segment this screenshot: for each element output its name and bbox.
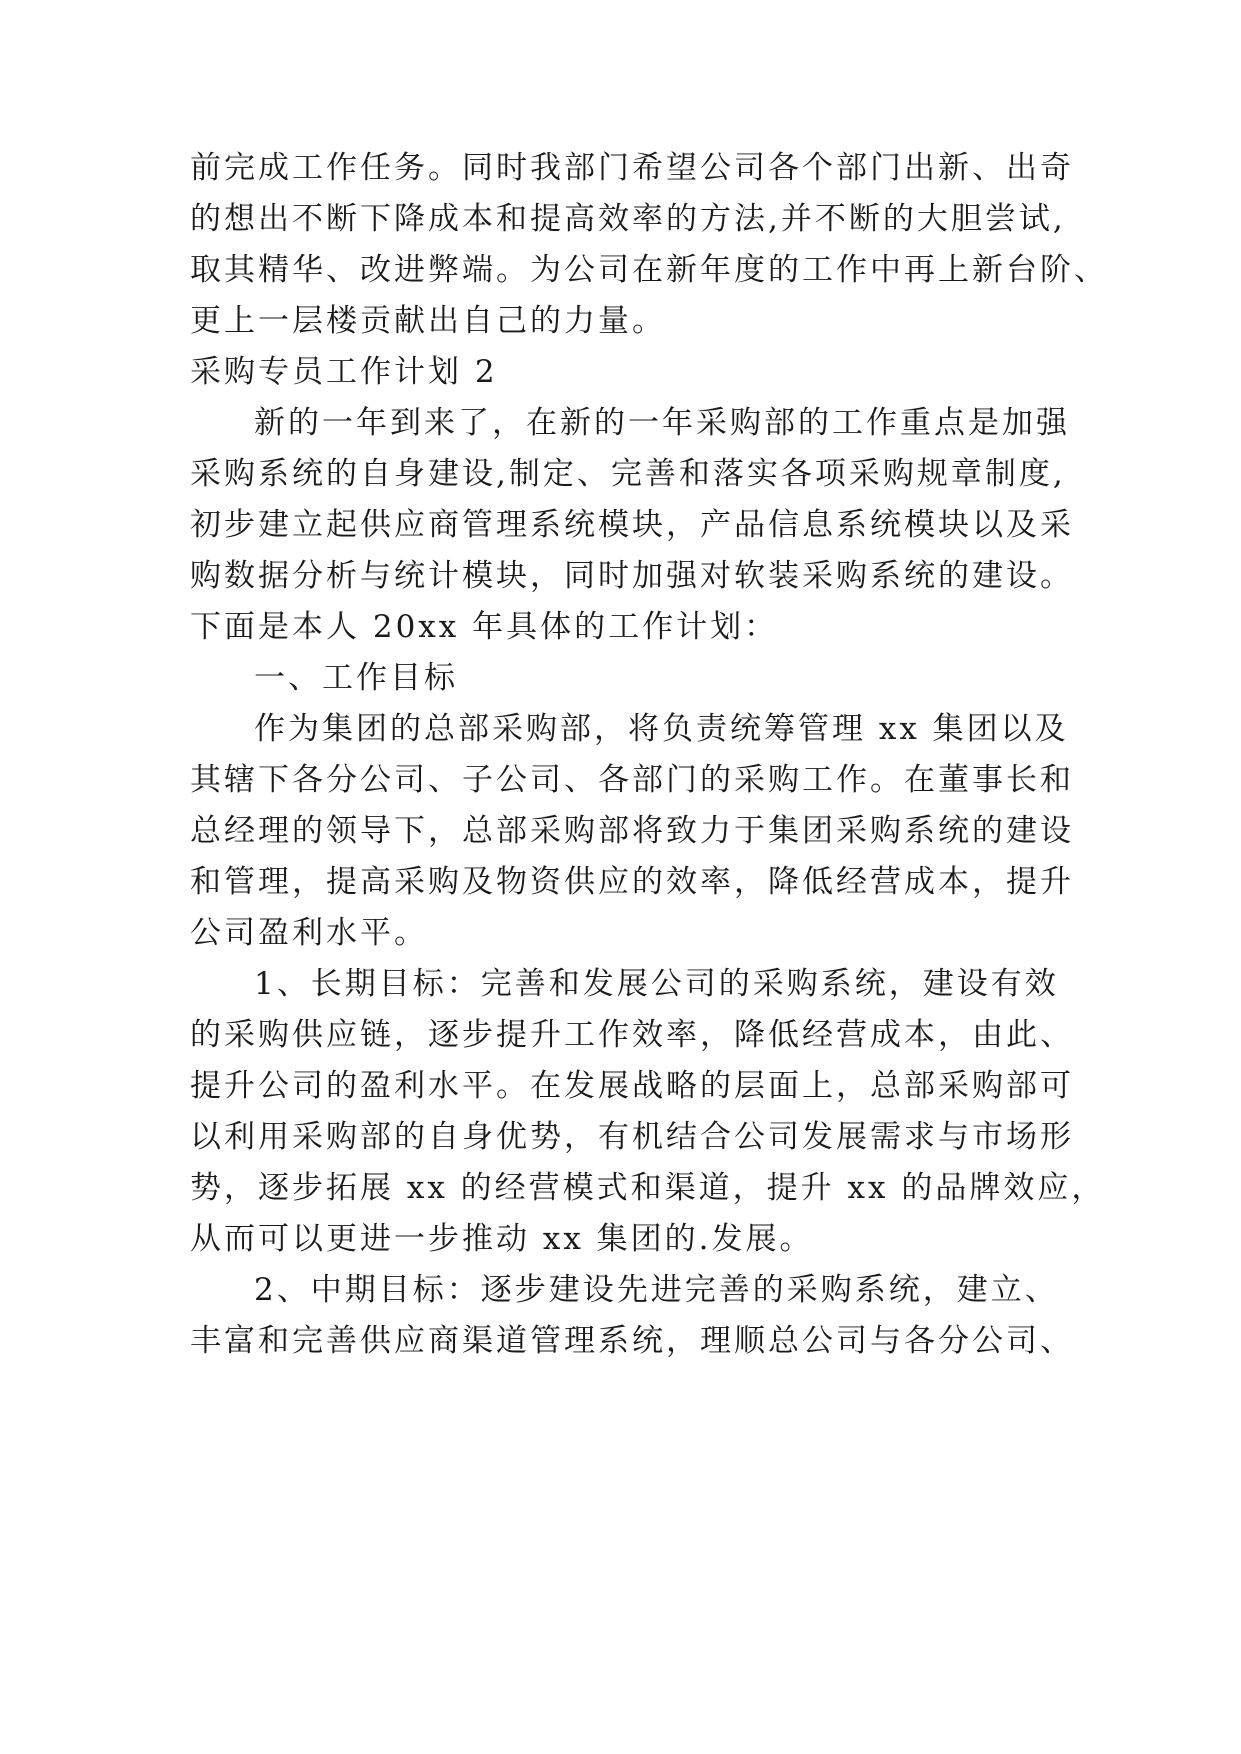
paragraph-line: 其辖下各分公司、子公司、各部门的采购工作。在董事长和 [190, 762, 1074, 798]
paragraph-line: 取其精华、改进弊端。为公司在新年度的工作中再上新台阶、 [190, 252, 1108, 288]
paragraph-line: 1、长期目标：完善和发展公司的采购系统，建设有效 [254, 966, 1059, 1002]
paragraph-line: 前完成工作任务。同时我部门希望公司各个部门出新、出奇 [190, 150, 1074, 186]
paragraph-line: 丰富和完善供应商渠道管理系统，理顺总公司与各分公司、 [190, 1323, 1074, 1359]
paragraph-line: 更上一层楼贡献出自己的力量。 [190, 303, 666, 339]
paragraph-line: 采购系统的自身建设,制定、完善和落实各项采购规章制度, [190, 456, 1066, 492]
paragraph-line: 和管理，提高采购及物资供应的效率，降低经营成本，提升 [190, 864, 1074, 900]
paragraph-line: 新的一年到来了，在新的一年采购部的工作重点是加强 [254, 405, 1070, 441]
paragraph-line: 的想出不断下降成本和提高效率的方法,并不断的大胆尝试, [190, 201, 1066, 237]
section-heading: 采购专员工作计划 2 [190, 354, 498, 390]
paragraph-line: 初步建立起供应商管理系统模块，产品信息系统模块以及采 [190, 507, 1074, 543]
paragraph-line: 2、中期目标：逐步建设先进完善的采购系统，建立、 [254, 1272, 1059, 1308]
paragraph-line: 总经理的领导下，总部采购部将致力于集团采购系统的建设 [190, 813, 1074, 849]
paragraph-line: 下面是本人 20xx 年具体的工作计划： [190, 609, 779, 645]
subheading: 一、工作目标 [254, 660, 458, 696]
paragraph-line: 势，逐步拓展 xx 的经营模式和渠道，提升 xx 的品牌效应， [190, 1170, 1106, 1206]
paragraph-line: 以利用采购部的自身优势，有机结合公司发展需求与市场形 [190, 1119, 1074, 1155]
paragraph-line: 从而可以更进一步推动 xx 集团的.发展。 [190, 1221, 814, 1257]
paragraph-line: 提升公司的盈利水平。在发展战略的层面上，总部采购部可 [190, 1068, 1074, 1104]
paragraph-line: 作为集团的总部采购部，将负责统筹管理 xx 集团以及 [254, 711, 1069, 747]
paragraph-line: 购数据分析与统计模块，同时加强对软装采购系统的建设。 [190, 558, 1074, 594]
paragraph-line: 的采购供应链，逐步提升工作效率，降低经营成本，由此、 [190, 1017, 1074, 1053]
paragraph-line: 公司盈利水平。 [190, 915, 428, 951]
